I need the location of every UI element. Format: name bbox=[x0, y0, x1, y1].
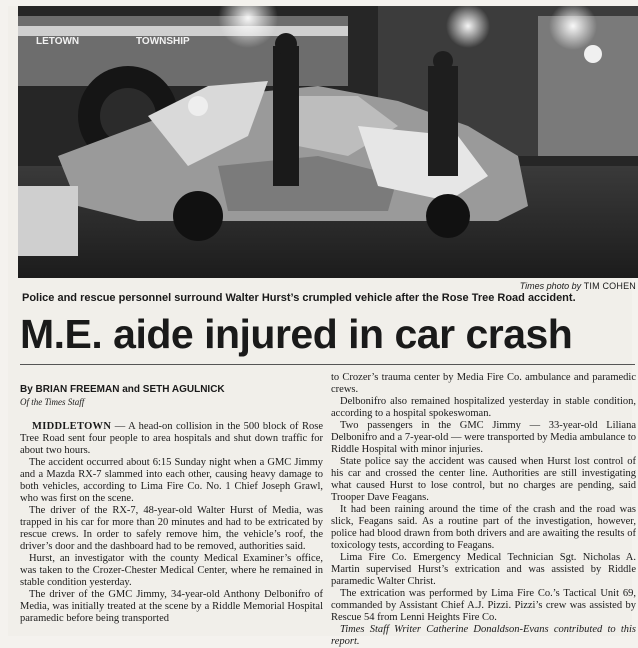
truck-sign-left: LETOWN bbox=[36, 36, 80, 47]
article-paragraph: Delbonifro also remained hospitalized yesterday in stable condition, according to a hospital spokeswoman. bbox=[331, 396, 636, 419]
article-column-2 bbox=[331, 372, 636, 648]
photo-caption: Police and rescue personnel surround Walter Hurst’s crumpled vehicle after the Rose Tree Road accident. bbox=[22, 292, 576, 304]
article-paragraph: State police say the accident was caused when Hurst lost control of his car and crossed the center line. Authorities are still investigating what caused Hurst to lose control, but no charges are pending, said Trooper Dave Feagans. bbox=[331, 456, 636, 503]
contributor-note: Times Staff Writer Catherine Donaldson-Evans contributed to this report. bbox=[331, 624, 636, 647]
photo-credit-name: TIM COHEN bbox=[583, 281, 636, 291]
photo-credit-prefix: Times photo by bbox=[519, 281, 584, 291]
article-paragraph: Hurst, an investigator with the county Medical Examiner’s office, was taken to the Crozer-Chester Medical Center, where he remained in stable condition yesterday. bbox=[20, 553, 323, 588]
article-paragraph: Lima Fire Co. Emergency Medical Technician Sgt. Nicholas A. Martin supervised Hurst’s extrication and was assisted by Riddle paramedic Walter Christ. bbox=[331, 552, 636, 587]
byline: By BRIAN FREEMAN and SETH AGULNICK bbox=[20, 384, 225, 395]
accident-photo-graphic bbox=[18, 6, 638, 278]
article-paragraph: The driver of the RX-7, 48-year-old Walter Hurst of Media, was trapped in his car for more than 20 minutes and had to be extricated by rescue crews. In order to safely remove him, the vehicle’s roof, the driver’s door and the dashboard had to be removed, authorities said. bbox=[20, 505, 323, 552]
article-column-1 bbox=[20, 421, 323, 625]
headline-rule bbox=[20, 364, 635, 365]
dateline: MIDDLETOWN bbox=[32, 421, 112, 432]
article-paragraph: It had been raining around the time of the crash and the road was slick, Feagans said. As a routine part of the investigation, however, police had blood drawn from both drivers and are awaiting the results of toxicology tests, according to Feagans. bbox=[331, 504, 636, 551]
article-paragraph: The driver of the GMC Jimmy, 34-year-old Anthony Delbonifro of Media, was initially treated at the scene by a Riddle Memorial Hospital paramedic before being transported bbox=[20, 589, 323, 624]
article-paragraph: The accident occurred about 6:15 Sunday night when a GMC Jimmy and a Mazda RX-7 slammed into each other, causing heavy damage to both vehicles, according to Lima Fire Co. No. 1 Chief Joseph Grawl, who was first on the scene. bbox=[20, 457, 323, 504]
article-paragraph bbox=[20, 421, 323, 457]
headline: M.E. aide injured in car crash bbox=[20, 311, 573, 357]
photo-credit bbox=[508, 281, 636, 291]
staff-line: Of the Times Staff bbox=[20, 397, 85, 407]
article-paragraph: Two passengers in the GMC Jimmy — 33-year-old Liliana Delbonifro and a 7-year-old — were transported by Media ambulance to Riddle Hospital with minor injuries. bbox=[331, 420, 636, 455]
newspaper-clipping bbox=[8, 6, 636, 647]
accident-photo bbox=[18, 6, 638, 278]
article-paragraph: to Crozer’s trauma center by Media Fire Co. ambulance and paramedic crews. bbox=[331, 372, 636, 395]
truck-sign-right: TOWNSHIP bbox=[136, 36, 190, 47]
article-paragraph: The extrication was performed by Lima Fire Co.’s Tactical Unit 69, commanded by Assistant Chief A.J. Pizzi. Pizzi’s crew was assisted by Rescue 54 from Lenni Heights Fire Co. bbox=[331, 588, 636, 623]
lead-text: — A head-on collision in the 500 block of Rose Tree Road sent four people to area hospitals and shut down traffic for about two hours. bbox=[20, 421, 323, 456]
